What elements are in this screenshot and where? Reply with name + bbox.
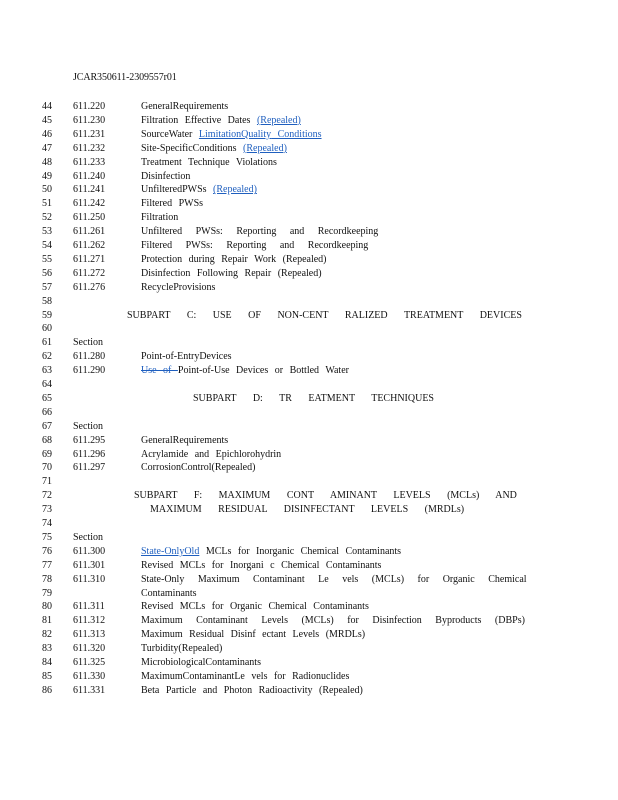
section-title (141, 170, 190, 184)
section-number: 611.312 (73, 615, 106, 627)
title-text: MCLs for Inorganic Chemical Contaminants (199, 545, 402, 557)
line-number: 64 (42, 379, 52, 390)
title-text: MaximumContaminantLe vels for Radionuclides (141, 670, 350, 682)
section-title (141, 183, 257, 197)
line-number: 44 (42, 101, 52, 112)
subpart-heading: MAXIMUM RESIDUAL DISINFECTANT LEVELS (MRDLs) (150, 504, 465, 516)
section-title (141, 434, 228, 448)
section-number: 611.313 (73, 629, 106, 641)
section-number: 611.271 (73, 253, 106, 265)
line-number: 84 (42, 657, 52, 668)
inserted-text-link[interactable]: LimitationQuality (198, 128, 272, 140)
line-number: 65 (42, 392, 52, 404)
section-number: 611.301 (73, 559, 106, 571)
line-number: 54 (42, 240, 52, 251)
line-number: 53 (42, 226, 52, 238)
line-number: 56 (42, 267, 52, 279)
title-text: Point-of-EntryDevices (141, 351, 232, 363)
section-number: 611.232 (73, 142, 106, 154)
section-title (141, 461, 255, 475)
line-number: 85 (42, 670, 52, 682)
section-number: 611.250 (73, 212, 106, 224)
line-number: 66 (42, 406, 52, 418)
line-number: 47 (42, 142, 52, 154)
section-number: 611.280 (73, 351, 106, 363)
section-number: 611.231 (73, 128, 106, 140)
section-number: 611.296 (73, 448, 106, 460)
title-text: Turbidity(Repealed) (141, 643, 223, 655)
section-title (141, 156, 277, 170)
line-number: 60 (42, 323, 52, 335)
line-number: 86 (42, 684, 52, 696)
section-title (141, 253, 327, 267)
line-number: 50 (42, 184, 52, 196)
section-number: 611.276 (73, 281, 106, 293)
title-text: Treatment Technique Violations (141, 156, 277, 168)
section-title (141, 142, 287, 156)
line-number: 82 (42, 629, 52, 641)
title-text: Revised MCLs for Organic Chemical Contaminants (141, 601, 369, 613)
line-number: 61 (42, 337, 52, 349)
title-text: SourceWater (141, 128, 199, 140)
line-number: 68 (42, 434, 52, 446)
subpart-heading: SUBPART C: USE OF NON-CENT RALIZED TREATMENT DEVICES (127, 309, 522, 321)
section-title (141, 600, 369, 614)
line-number: 48 (42, 156, 52, 168)
title-text: GeneralRequirements (141, 434, 229, 446)
section-title (141, 350, 232, 364)
section-number: 611.230 (73, 114, 106, 126)
inserted-text-link[interactable]: State-OnlyOld (141, 545, 200, 557)
line-number: 74 (42, 518, 52, 529)
section-number: 611.310 (73, 573, 106, 585)
section-number: 611.233 (73, 156, 106, 168)
line-number: 80 (42, 601, 52, 613)
deleted-text: Use of (141, 365, 178, 377)
section-number: 611.241 (73, 184, 106, 196)
line-number: 55 (42, 253, 52, 265)
title-text: CorrosionControl(Repealed) (141, 462, 256, 474)
section-title (141, 559, 381, 573)
title-text: Filtered PWSs: Reporting and Recordkeeping (141, 240, 369, 251)
line-number: 70 (42, 462, 52, 474)
title-text: MicrobiologicalContaminants (141, 657, 261, 668)
section-title (141, 628, 365, 642)
section-title (141, 642, 222, 656)
subpart-heading: SUBPART F: MAXIMUM CONT AMINANT LEVELS (MCLs) AND (134, 490, 517, 502)
line-number: 76 (42, 545, 52, 557)
section-number: 611.242 (73, 198, 106, 210)
title-text: Acrylamide and Epichlorohydrin (141, 448, 282, 460)
section-title (141, 225, 378, 239)
line-number: 45 (42, 114, 52, 126)
section-title (141, 197, 203, 211)
section-title (141, 128, 322, 142)
title-text: Filtration (141, 212, 179, 224)
line-number: 72 (42, 490, 52, 502)
line-number: 73 (42, 504, 52, 516)
section-number: 611.240 (73, 170, 106, 182)
title-text: Protection during Repair Work (Repealed) (141, 253, 327, 265)
title-text: Filtered PWSs (141, 198, 204, 210)
section-number: 611.295 (73, 434, 106, 446)
section-title (141, 281, 215, 295)
line-number: 71 (42, 476, 52, 488)
line-number: 78 (42, 573, 52, 585)
title-text: RecycleProvisions (141, 281, 216, 293)
section-column-label: Section (73, 420, 103, 432)
line-number: 59 (42, 309, 52, 321)
title-text: Revised MCLs for Inorgani c Chemical Contaminants (141, 559, 382, 571)
section-title (141, 448, 281, 462)
line-number: 49 (42, 170, 52, 182)
line-number: 77 (42, 559, 52, 571)
line-number: 79 (42, 587, 52, 599)
section-title (141, 267, 322, 281)
section-title (141, 545, 401, 559)
section-title (141, 573, 527, 587)
section-number: 611.325 (73, 657, 106, 668)
title-text: UnfilteredPWSs (141, 184, 214, 196)
line-number: 63 (42, 365, 52, 377)
section-number: 611.331 (73, 684, 106, 696)
section-title (141, 670, 349, 684)
title-text: Maximum Residual Disinf ectant Levels (MRDLs) (141, 629, 366, 641)
section-title (141, 656, 261, 670)
title-text: Contaminants (141, 587, 197, 599)
line-number: 62 (42, 351, 52, 363)
title-text: Maximum Contaminant Levels (MCLs) for Disinfection Byproducts (DBPs) (141, 615, 525, 627)
line-number: 57 (42, 281, 52, 293)
section-column-label: Section (73, 337, 103, 349)
section-number: 611.262 (73, 240, 106, 251)
line-number: 75 (42, 531, 52, 543)
title-text: Site-SpecificConditions (141, 142, 244, 154)
inserted-text-link[interactable]: (Repealed) (256, 114, 301, 126)
document-id: JCAR350611-2309557r01 (73, 72, 177, 83)
section-number: 611.320 (73, 643, 106, 655)
inserted-text-link[interactable]: (Repealed) (213, 184, 257, 196)
title-text: Disinfection Following Repair (Repealed) (141, 267, 322, 279)
line-number: 81 (42, 615, 52, 627)
section-title (141, 211, 178, 225)
line-number: 51 (42, 198, 52, 210)
section-number: 611.261 (73, 226, 106, 238)
title-text: State-Only Maximum Contaminant Le vels (MCLs) for Organic Chemical (141, 573, 527, 585)
section-number: 611.311 (73, 601, 105, 613)
section-title (141, 684, 363, 698)
section-number: 611.297 (73, 462, 106, 474)
line-number: 69 (42, 448, 52, 460)
inserted-text-link[interactable]: Conditions (271, 128, 322, 140)
title-text: GeneralRequirements (141, 101, 229, 112)
title-text: Beta Particle and Photon Radioactivity (Repealed) (141, 684, 363, 696)
section-number: 611.290 (73, 365, 106, 377)
section-title (141, 114, 301, 128)
title-text: Unfiltered PWSs: Reporting and Recordkeeping (141, 226, 379, 238)
title-text: Filtration Effective Dates (141, 114, 257, 126)
subpart-heading: SUBPART D: TR EATMENT TECHNIQUES (193, 392, 434, 404)
section-number: 611.330 (73, 670, 106, 682)
section-title (141, 239, 368, 253)
section-number: 611.220 (73, 101, 106, 112)
title-text: Point-of-Use Devices or Bottled Water (177, 365, 349, 377)
section-title (141, 100, 228, 114)
line-number: 83 (42, 643, 52, 655)
line-number: 67 (42, 420, 52, 432)
inserted-text-link[interactable]: (Repealed) (243, 142, 287, 154)
section-column-label: Section (73, 531, 103, 543)
section-title (141, 587, 197, 601)
section-title (141, 614, 525, 628)
section-title (141, 364, 349, 378)
title-text: Disinfection (141, 170, 191, 182)
line-number: 58 (42, 295, 52, 307)
section-number: 611.300 (73, 545, 106, 557)
line-number: 46 (42, 128, 52, 140)
section-number: 611.272 (73, 267, 106, 279)
line-number: 52 (42, 212, 52, 224)
